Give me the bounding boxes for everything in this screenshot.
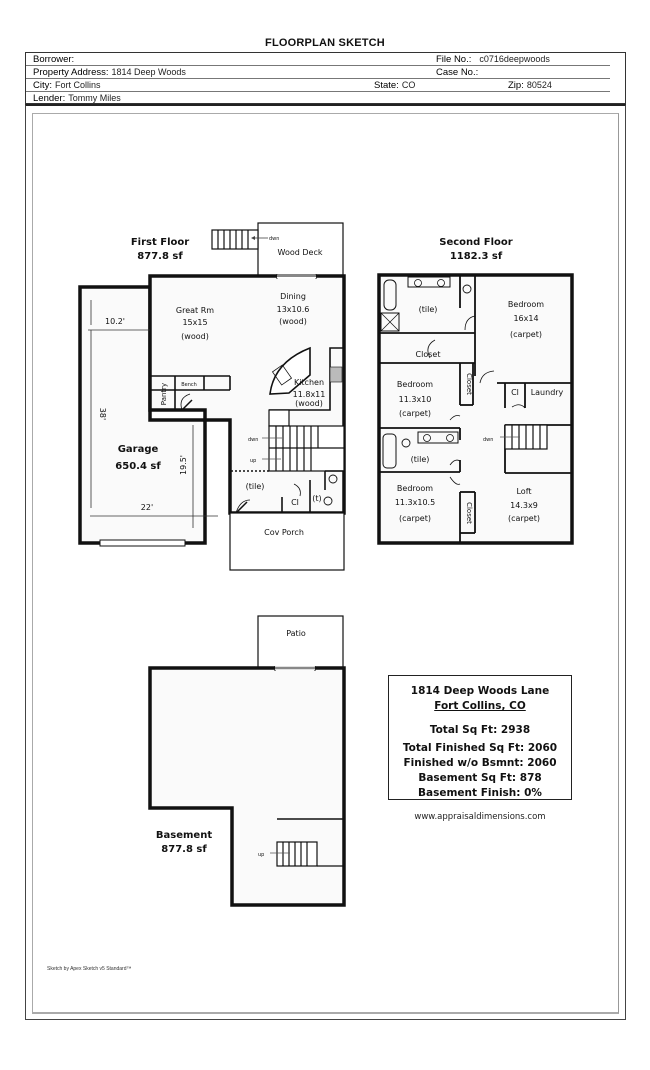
summary-basement-finish: Basement Finish: 0%: [418, 787, 542, 799]
lender-value: Tommy Miles: [68, 93, 121, 103]
document-title: FLOORPLAN SKETCH: [265, 37, 385, 49]
master-bedroom-flooring: (carpet): [510, 330, 542, 339]
basement-plan: [150, 616, 344, 905]
bath2-flooring: (tile): [410, 455, 430, 464]
bedroom3-dimensions: 11.3x10.5: [394, 498, 436, 507]
bedroom3-label: Bedroom: [396, 484, 434, 493]
covered-porch: [230, 513, 344, 570]
master-bath-flooring: (tile): [418, 305, 438, 314]
garage-label: Garage: [117, 444, 159, 455]
stairs-up-label: up: [250, 458, 257, 464]
property-address-value: 1814 Deep Woods: [111, 67, 186, 77]
borrower-label: Borrower:: [33, 54, 75, 65]
garage-door: [100, 540, 185, 546]
bedroom3-flooring: (carpet): [399, 514, 431, 523]
stairs-down-label: dwn: [248, 437, 259, 443]
state-value: CO: [401, 80, 416, 90]
zip-value: 80524: [526, 80, 552, 90]
closet-label: Cl: [291, 498, 299, 507]
entry-flooring-label: (tile): [245, 482, 265, 491]
bedroom2-dimensions: 11.3x10: [398, 395, 432, 404]
state-label: State:: [374, 80, 399, 91]
website-link[interactable]: www.appraisaldimensions.com: [414, 812, 546, 822]
summary-box: [388, 675, 572, 800]
patio-label: Patio: [286, 629, 306, 638]
bedroom2-closet-label: Closet: [465, 373, 473, 395]
second-floor-area: 1182.3 sf: [449, 251, 503, 262]
city-label: City:: [33, 80, 52, 91]
file-no-value: c0716deepwoods: [479, 54, 550, 64]
kitchen-label: Kitchen: [293, 378, 325, 387]
file-no-label: File No.:: [436, 54, 472, 65]
laundry-label: Laundry: [530, 388, 564, 397]
patio: [258, 616, 343, 669]
garage-dim-inner-depth: 19.5': [179, 454, 188, 476]
master-closet-label: Closet: [415, 350, 441, 359]
kitchen-flooring: (wood): [295, 399, 323, 408]
loft-dimensions: 14.3x9: [510, 501, 538, 510]
bedroom2-label: Bedroom: [396, 380, 434, 389]
great-room-label: Great Rm: [175, 306, 215, 315]
summary-total-sq-ft: Total Sq Ft: 2938: [429, 724, 531, 736]
basement-walls: [150, 668, 344, 905]
pantry-label: Pantry: [160, 382, 168, 406]
summary-finished-wo-bsmnt: Finished w/o Bsmnt: 2060: [403, 757, 557, 769]
zip-label: Zip:: [508, 80, 524, 91]
dining-flooring: (wood): [279, 317, 307, 326]
case-no-label: Case No.:: [436, 67, 479, 78]
deck-stairs-label: dwn: [269, 236, 280, 242]
cov-porch-label: Cov Porch: [264, 528, 304, 537]
first-floor-area: 877.8 sf: [137, 251, 183, 262]
cl-label: Cl: [511, 388, 519, 397]
wood-deck-label: Wood Deck: [277, 248, 323, 257]
garage-area: 650.4 sf: [115, 461, 161, 472]
main-stairs-icon: [262, 426, 344, 471]
second-stairs-down-label: dwn: [483, 437, 494, 443]
bedroom3-closet-label: Closet: [465, 502, 473, 524]
dining-dimensions: 13x10.6: [276, 305, 310, 314]
summary-address: 1814 Deep Woods Lane: [410, 685, 550, 697]
sketch-credit: Sketch by Apex Sketch v5 Standard™: [47, 966, 132, 972]
basement-area: 877.8 sf: [161, 844, 207, 855]
summary-city: Fort Collins, CO: [434, 700, 526, 712]
garage-dim-depth: 38': [98, 407, 107, 421]
kitchen-dimensions: 11.8x11: [292, 390, 326, 399]
master-bedroom-dimensions: 16x14: [513, 314, 539, 323]
half-bath-label: (t): [312, 494, 322, 503]
great-room-dimensions: 15x15: [182, 318, 208, 327]
second-floor-title: Second Floor: [439, 237, 513, 248]
bench-label: Bench: [181, 382, 197, 388]
dining-label: Dining: [280, 292, 306, 301]
basement-title: Basement: [155, 830, 213, 841]
fridge: [269, 410, 289, 426]
bedroom2-flooring: (carpet): [399, 409, 431, 418]
city-value: Fort Collins: [55, 80, 101, 90]
first-floor-title: First Floor: [130, 237, 190, 248]
loft-label: Loft: [516, 487, 532, 496]
summary-basement-sq-ft: Basement Sq Ft: 878: [418, 772, 542, 784]
property-address-label: Property Address:: [33, 67, 109, 78]
garage-dim-width-bottom: 22': [140, 503, 154, 512]
second-floor-stairs-icon: [500, 425, 547, 449]
lender-label: Lender:: [33, 93, 66, 104]
stove-icon: [330, 367, 342, 382]
deck-slider-door: [277, 274, 316, 279]
great-room-flooring: (wood): [181, 332, 209, 341]
garage-dim-width-top: 10.2': [104, 317, 126, 326]
master-bedroom-label: Bedroom: [507, 300, 545, 309]
summary-total-finished: Total Finished Sq Ft: 2060: [402, 742, 558, 754]
basement-stairs-up-label: up: [258, 852, 265, 858]
loft-flooring: (carpet): [508, 514, 540, 523]
